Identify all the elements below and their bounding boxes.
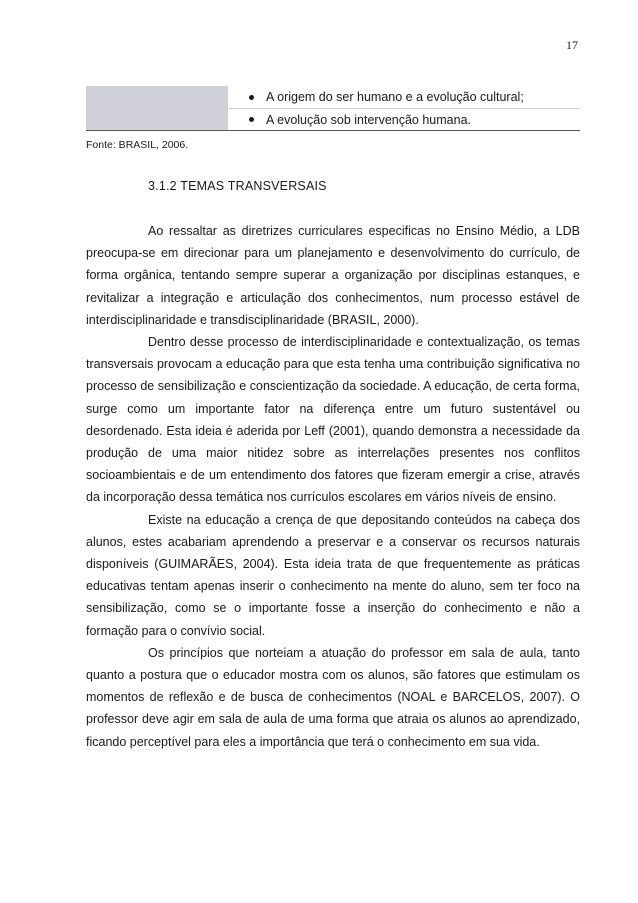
paragraph: Existe na educação a crença de que depositando conteúdos na cabeça dos alunos, estes acabariam aprendendo a preservar e a conservar os recursos naturais disponíveis (GUIMARÃES, 2004). Esta ideia trata de que frequentemente as práticas educativas tentam apenas inserir o conhecimento na mente do aluno, sem ter foco na sensibilização, como se o importante fosse a inserção do conhecimento e não a formação para o convívio social.	[86, 512, 580, 638]
bullet-icon	[249, 117, 254, 122]
table-cell	[229, 108, 580, 130]
paragraph: Dentro desse processo de interdisciplinaridade e contextualização, os temas transversais provocam a educação para que esta tenha uma contribuição significativa no processo de sensibilização e conscientização da sociedade. A educação, de certa forma, surge como um importante fator na diferença entre um futuro sustentável ou desordenado. Esta ideia é aderida por Leff (2001), quando demonstra a necessidade da produção de uma maior nitidez sobre as interrelações presentes nos conflitos socioambientais e de um entendimento dos fatores que fizeram emergir a crise, através da incorporação dessa temática nos currículos escolares em vários níveis de ensino.	[86, 335, 580, 505]
body-text	[86, 220, 580, 753]
table-shaded-cell	[86, 86, 229, 108]
table-cell	[229, 86, 580, 108]
bullet-icon	[249, 95, 254, 100]
table-shaded-cell	[86, 108, 229, 130]
content-table	[86, 86, 580, 131]
table-row	[86, 108, 580, 131]
paragraph: Ao ressaltar as diretrizes curriculares especificas no Ensino Médio, a LDB preocupa-se em direcionar para um planejamento e desenvolvimento do currículo, de forma orgânica, tentando sempre superar a organização por disciplinas estanques, e revitalizar a integração e articulação dos conhecimentos, num processo estável de interdisciplinaridade e transdisciplinaridade (BRASIL, 2000).	[86, 224, 580, 327]
table-row	[86, 86, 580, 108]
section-heading: 3.1.2 TEMAS TRANSVERSAIS	[148, 179, 327, 193]
table-bullet-text: A evolução sob intervenção humana.	[266, 112, 471, 127]
table-bullet-text: A origem do ser humano e a evolução cultural;	[266, 90, 524, 104]
page-number: 17	[566, 38, 578, 52]
table-source: Fonte: BRASIL, 2006.	[86, 139, 189, 151]
paragraph: Os princípios que norteiam a atuação do professor em sala de aula, tanto quanto a postura que o educador mostra com os alunos, são fatores que estimulam os momentos de reflexão e de busca de conhecimentos (NOAL e BARCELOS, 2007). O professor deve agir em sala de aula de uma forma que atraia os alunos ao aprendizado, ficando perceptível para eles a importância que terá o conhecimento em sua vida.	[86, 645, 580, 749]
